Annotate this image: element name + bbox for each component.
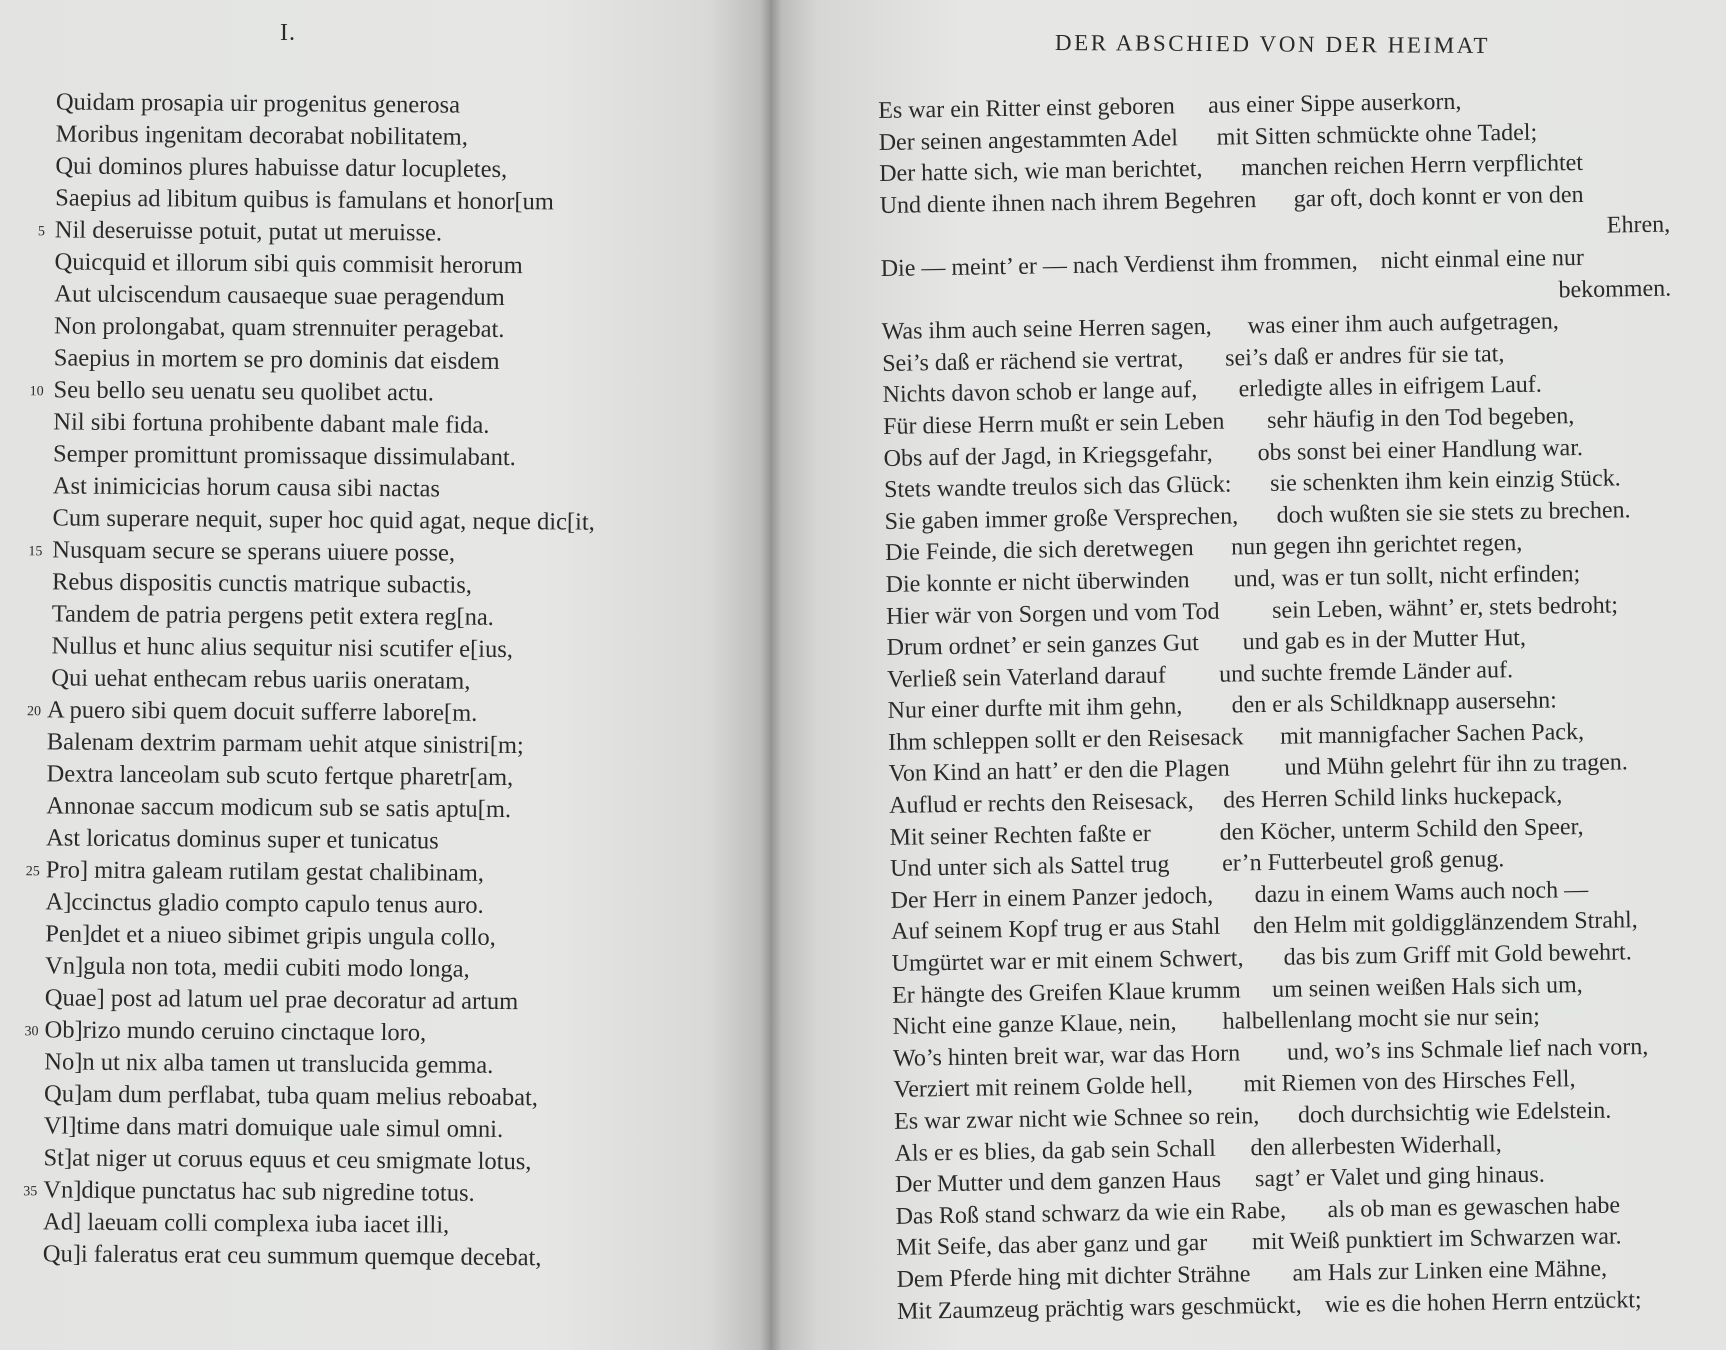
latin-verse: Saepius ad libitum quibus is famulans et honor[um	[55, 184, 555, 216]
german-second-half: das bis zum Griff mit Gold bewehrt.	[1283, 939, 1632, 971]
german-first-half: Von Kind an hatt’ er den die Plagen	[888, 756, 1230, 788]
latin-verse: Pen]det et a niueo sibimet gripis ungula collo,	[45, 920, 496, 951]
german-second-half: erledigte alles in eifrigem Lauf.	[1238, 371, 1543, 403]
german-first-half: Mit Zaumzeug prächtig wars geschmückt,	[896, 1292, 1302, 1325]
latin-verse: Quae] post ad latum uel prae decoratur ad artum	[44, 984, 519, 1016]
german-second-half: und, wo’s ins Schmale lief nach vorn,	[1286, 1033, 1649, 1066]
german-first-half: Mit Seife, das aber ganz und gar	[895, 1230, 1208, 1262]
latin-verse: Ast inimicicias horum causa sibi nactas	[52, 472, 441, 503]
german-second-half: aus einer Sippe auserkorn,	[1207, 88, 1462, 119]
german-second-half: und Mühn gelehrt für ihn zu tragen.	[1284, 749, 1629, 782]
german-second-half: er’n Futterbeutel groß genug.	[1221, 846, 1505, 877]
german-second-half: sagt’ er Valet und ging hinaus.	[1254, 1161, 1545, 1193]
german-first-half: Nichts davon schob er lange auf,	[882, 377, 1198, 409]
german-second-half: und, was er tun sollt, nicht erfinden;	[1233, 560, 1581, 593]
german-first-half: Das Roß stand schwarz da wie ein Rabe,	[895, 1197, 1287, 1230]
latin-verse: Ast loricatus dominus super et tunicatus	[45, 824, 439, 855]
latin-verse: Qui dominos plures habuisse datur locupletes,	[55, 152, 508, 183]
latin-verse: Semper promittunt promissaque dissimulabant.	[53, 440, 516, 472]
latin-verse: Aut ulciscendum causaeque suae peragendum	[54, 280, 505, 311]
german-first-half: Der Mutter und dem ganzen Haus	[894, 1166, 1222, 1199]
german-first-half: Der hatte sich, wie man berichtet,	[879, 156, 1203, 188]
line-number: 30	[24, 1024, 39, 1040]
latin-text	[0, 86, 760, 1276]
latin-verse: No]n ut nix alba tamen ut translucida gemma.	[44, 1048, 494, 1079]
german-first-half: Sei’s daß er rächend sie vertrat,	[882, 345, 1184, 377]
german-second-half: den allerbesten Widerhall,	[1250, 1130, 1502, 1161]
german-line-continuation: bekommen.	[1558, 275, 1672, 303]
german-first-half: Verließ sein Vaterland darauf	[886, 662, 1167, 693]
german-second-half: den Helm mit goldigglänzendem Strahl,	[1252, 907, 1638, 940]
latin-verse: Non prolongabat, quam strennuiter peragebat.	[54, 312, 505, 343]
german-first-half: Was ihm auch seine Herren sagen,	[881, 313, 1212, 346]
line-number: 25	[25, 864, 40, 880]
latin-verse: Nullus et hunc alius sequitur nisi scutifer e[ius,	[51, 632, 514, 664]
german-first-half: Der Herr in einem Panzer jedoch,	[890, 882, 1214, 914]
latin-verse: Qui uehat enthecam rebus uariis oneratam,	[51, 664, 471, 695]
german-line-continuation: Ehren,	[1606, 211, 1671, 239]
latin-verse: Balenam dextrim parmam uehit atque sinistri[m;	[46, 728, 524, 760]
german-first-half: Ihm schleppen sollt er den Reisesack	[887, 724, 1244, 756]
latin-verse: Vl]time dans matri domuique uale simul omni.	[43, 1112, 504, 1143]
german-first-half: Verziert mit reinem Golde hell,	[893, 1072, 1194, 1104]
latin-verse: Quicquid et illorum sibi quis commisit herorum	[54, 248, 523, 280]
german-second-half: doch durchsichtig wie Edelstein.	[1297, 1097, 1612, 1129]
german-second-half: als ob man es gewaschen habe	[1327, 1192, 1621, 1223]
german-first-half: Auflud er rechts den Reisesack,	[888, 788, 1194, 819]
latin-verse: A]ccinctus gladio compto capulo tenus auro.	[45, 888, 484, 919]
german-second-half: wie es die hohen Herrn entzückt;	[1324, 1286, 1642, 1318]
line-number: 5	[37, 224, 45, 240]
german-second-half: mit Sitten schmückte ohne Tadel;	[1216, 119, 1538, 151]
book-gutter	[760, 0, 782, 1350]
german-first-half: Mit seiner Rechten faßte er	[889, 820, 1152, 851]
german-second-half: mit mannigfacher Sachen Pack,	[1279, 718, 1585, 750]
latin-verse: Cum superare nequit, super hoc quid agat, neque dic[it,	[52, 504, 595, 536]
latin-verse: St]at niger ut coruus equus et ceu smigmate lotus,	[43, 1144, 532, 1176]
line-number: 20	[27, 704, 42, 720]
german-first-half: Und diente ihnen nach ihrem Begehren	[879, 186, 1257, 219]
german-first-half: Umgürtet war er mit einem Schwert,	[891, 945, 1244, 977]
german-second-half: des Herren Schild links huckepack,	[1222, 782, 1563, 814]
german-first-half: Drum ordnet’ er sein ganzes Gut	[886, 630, 1199, 662]
latin-verse: A puero sibi quem docuit sufferre labore[m.	[46, 696, 478, 727]
german-first-half: Es war zwar nicht wie Schnee so rein,	[893, 1103, 1260, 1135]
latin-line	[0, 1238, 751, 1276]
german-second-half: obs sonst bei einer Handlung war.	[1257, 434, 1584, 466]
german-second-half: nicht einmal eine nur	[1380, 244, 1585, 275]
german-second-half: den er als Schildknapp ausersehn:	[1231, 687, 1558, 719]
latin-verse: Annonae saccum modicum sub se satis aptu[m.	[46, 792, 512, 824]
german-first-half: Wo’s hinten breit war, war das Horn	[892, 1040, 1241, 1072]
german-second-half: sehr häufig in den Tod begeben,	[1266, 403, 1575, 434]
latin-verse: Ad] laeuam colli complexa iuba iacet illi,	[42, 1208, 450, 1239]
german-first-half: Nur einer durfte mit ihm gehn,	[887, 693, 1183, 725]
german-second-half: mit Weiß punktiert im Schwarzen war.	[1251, 1223, 1622, 1256]
german-second-half: am Hals zur Linken eine Mähne,	[1292, 1255, 1608, 1287]
german-second-half: sie schenkten ihm kein einzig Stück.	[1269, 465, 1621, 498]
german-first-half: Die Feinde, die sich deretwegen	[884, 535, 1194, 567]
latin-verse: Tandem de patria pergens petit extera reg[na.	[51, 600, 494, 631]
german-second-half: sei’s daß er andres für sie tat,	[1224, 340, 1505, 372]
line-number: 15	[28, 544, 43, 560]
german-second-half: halbellenlang mocht sie nur sein;	[1222, 1003, 1541, 1035]
german-translation	[878, 83, 1697, 1328]
german-second-half: nun gegen ihn gerichtet regen,	[1230, 530, 1523, 561]
right-page-header: DER ABSCHIED VON DER HEIMAT	[1054, 30, 1491, 59]
german-first-half: Die — meint’ er — nach Verdienst ihm frommen,	[880, 248, 1358, 282]
latin-verse: Nil deseruisse potuit, putat ut meruisse.	[54, 216, 443, 247]
latin-verse: Rebus dispositis cunctis matrique subactis,	[52, 568, 473, 599]
german-second-half: und suchte fremde Länder auf.	[1218, 656, 1514, 688]
latin-verse: Nil sibi fortuna prohibente dabant male fida.	[53, 408, 490, 439]
line-number: 10	[29, 384, 44, 400]
latin-verse: Saepius in mortem se pro dominis dat eisdem	[53, 344, 500, 375]
german-second-half: den Köcher, unterm Schild den Speer,	[1219, 813, 1584, 846]
latin-verse: Quidam prosapia uir progenitus generosa	[55, 88, 461, 119]
line-number: 35	[23, 1184, 38, 1200]
german-second-half: um seinen weißen Hals sich um,	[1271, 971, 1583, 1003]
german-first-half: Sie gaben immer große Versprechen,	[884, 503, 1239, 535]
latin-verse: Moribus ingenitam decorabat nobilitatem,	[55, 120, 469, 151]
german-first-half: Es war ein Ritter einst geboren	[878, 93, 1175, 124]
german-first-half: Der seinen angestammten Adel	[878, 124, 1179, 156]
german-second-half: doch wußten sie sie stets zu brechen.	[1276, 496, 1631, 529]
latin-verse: Dextra lanceolam sub scuto fertque pharetr[am,	[46, 760, 514, 792]
german-first-half: Für diese Herrn mußt er sein Leben	[882, 408, 1225, 440]
german-first-half: Er hängte des Greifen Klaue krumm	[891, 977, 1241, 1009]
latin-verse: Pro] mitra galeam rutilam gestat chalibinam,	[45, 856, 485, 887]
german-second-half: gar oft, doch konnt er von den	[1293, 181, 1584, 213]
left-page-header: I.	[280, 20, 296, 46]
german-first-half: Hier wär von Sorgen und vom Tod	[885, 598, 1220, 630]
german-first-half: Und unter sich als Sattel trug	[889, 851, 1170, 883]
latin-verse: Qu]am dum perflabat, tuba quam melius reboabat,	[43, 1080, 539, 1112]
german-first-half: Stets wandte treulos sich das Glück:	[883, 471, 1232, 504]
german-second-half: dazu in einem Wams auch noch —	[1254, 876, 1589, 909]
german-second-half: manchen reichen Herrn verpflichtet	[1240, 150, 1584, 182]
german-second-half: sein Leben, wähnt’ er, stets bedroht;	[1271, 591, 1619, 624]
german-second-half: und gab es in der Mutter Hut,	[1242, 624, 1527, 656]
german-first-half: Obs auf der Jagd, in Kriegsgefahr,	[883, 440, 1213, 472]
german-second-half: was einer ihm auch aufgetragen,	[1247, 308, 1560, 340]
latin-verse: Seu bello seu uenatu seu quolibet actu.	[53, 376, 435, 407]
german-first-half: Auf seinem Kopf trug er aus Stahl	[890, 914, 1221, 946]
latin-verse: Nusquam secure se sperans uiuere posse,	[52, 536, 456, 567]
german-first-half: Die konnte er nicht überwinden	[885, 567, 1190, 598]
german-second-half: mit Riemen von des Hirsches Fell,	[1243, 1066, 1576, 1098]
latin-verse: Ob]rizo mundo ceruino cinctaque loro,	[44, 1016, 427, 1047]
latin-verse: Vn]dique punctatus hac sub nigredine totus.	[43, 1176, 475, 1207]
german-first-half: Als er es blies, da gab sein Schall	[894, 1135, 1217, 1167]
german-first-half: Nicht eine ganze Klaue, nein,	[892, 1009, 1177, 1041]
german-first-half: Dem Pferde hing mit dichter Strähne	[896, 1261, 1251, 1293]
latin-verse: Qu]i faleratus erat ceu summum quemque decebat,	[42, 1240, 542, 1272]
latin-verse: Vn]gula non tota, medii cubiti modo longa,	[44, 952, 470, 983]
